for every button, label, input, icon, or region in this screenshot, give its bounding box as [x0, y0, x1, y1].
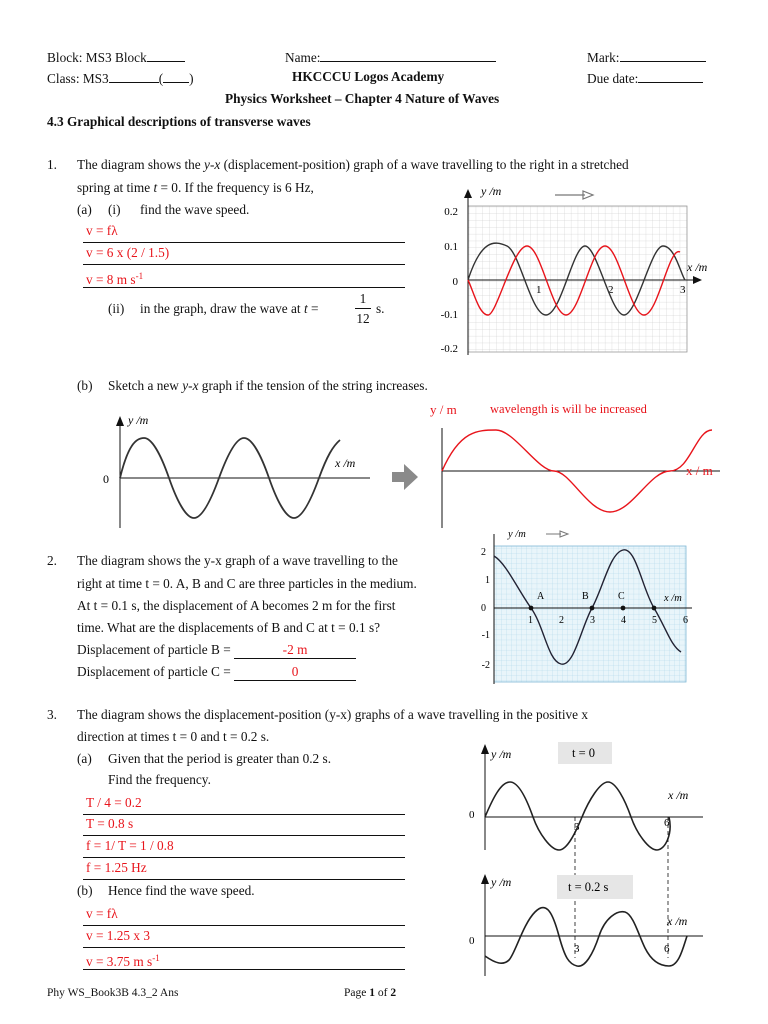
q3b-answer-2: v = 1.25 x 3 [86, 928, 151, 943]
q1b-answer-graph [420, 400, 730, 530]
q2-y-label: y /m [508, 529, 526, 540]
q1b-text-post: graph if the tension of the string increases. [198, 378, 428, 393]
class-paren-close: ) [189, 71, 194, 86]
footer-page [344, 985, 396, 1001]
q3-bottom-time: t = 0.2 s [568, 880, 609, 894]
q3-line1: The diagram shows the displacement-position (y-x) graphs of a wave travelling in the positive x [77, 707, 589, 722]
name-blank[interactable] [320, 48, 496, 62]
q1-line2-post: = 0. If the frequency is 6 Hz, [157, 180, 314, 195]
q2-y-tick: -2 [481, 660, 490, 671]
q3a-label: (a) [77, 751, 92, 766]
q3-graphs [455, 738, 710, 978]
q3b-answer-3-sup: -1 [152, 953, 160, 963]
q1b-y: y [182, 378, 189, 393]
due-date-blank[interactable] [638, 69, 703, 83]
worksheet-title: Physics Worksheet – Chapter 4 Nature of Waves [225, 91, 500, 106]
q2-point-c [621, 606, 626, 611]
q1-line2-t: t [153, 180, 158, 195]
q2-x-tick: 4 [621, 615, 626, 626]
q1-x-arrow [693, 276, 702, 284]
q1-ii-fraction-bar [355, 308, 371, 309]
mark-field [587, 48, 706, 66]
class-blank[interactable] [109, 69, 159, 83]
q1b-text-pre: Sketch a new [108, 378, 183, 393]
q3a-text: Given that the period is greater than 0.2 s. [108, 751, 332, 766]
footer-page-total: 2 [390, 987, 397, 999]
q2-y-tick: 0 [481, 603, 486, 614]
q1b-label: (b) [77, 378, 93, 393]
q1b-text [108, 378, 428, 394]
q2-line: At t = 0.1 s, the displacement of A becomes 2 m for the first [77, 598, 396, 613]
q1b-left-origin: 0 [103, 472, 109, 486]
mark-label: Mark: [587, 50, 620, 65]
q3-top-origin: 0 [469, 809, 475, 821]
q3-bottom-origin: 0 [469, 935, 475, 947]
class-label: Class: MS3 [47, 71, 109, 86]
q3a-text2: Find the frequency. [108, 772, 211, 787]
q1b-original-graph [95, 410, 375, 530]
q1-line2 [77, 180, 314, 196]
footer-page-num: 1 [369, 987, 375, 999]
q3-top-time: t = 0 [572, 746, 596, 760]
q1-x-tick: 1 [536, 284, 542, 296]
q2-x-tick: 3 [590, 615, 595, 626]
q3-top-y-arrow [481, 744, 489, 754]
q3b-label: (b) [77, 883, 93, 898]
q1-answer-3: v = 8 m s [86, 272, 136, 288]
q1-line1 [77, 157, 629, 173]
q2-point-b-label: B [582, 591, 589, 602]
q3-bottom-wave [485, 908, 687, 967]
q2-wave-graph [476, 528, 706, 686]
q1-line1-dash: - [209, 157, 215, 172]
q1-ii-unit: s. [376, 301, 385, 316]
q3a-answer-line [83, 857, 405, 880]
q3-bottom-x-tick: 3 [574, 943, 580, 955]
q1-line1-x: x [214, 157, 221, 172]
q1-number: 1. [47, 157, 57, 172]
q3-top-wave [485, 782, 670, 850]
q3a-answer-1: T / 4 = 0.2 [86, 795, 142, 810]
q1-y-tick: -0.2 [440, 343, 458, 355]
name-label: Name: [285, 50, 321, 65]
q2-answer-b-label: Displacement of particle B = [77, 642, 235, 657]
q3-line2: direction at times t = 0 and t = 0.2 s. [77, 729, 270, 744]
q2-y-tick: -1 [481, 630, 490, 641]
q3b-answer-line [83, 947, 405, 970]
q1b-right-y-label: y / m [430, 402, 457, 417]
q3a-answer-line [83, 835, 405, 858]
q1-line1-pre: The diagram shows the [77, 157, 205, 172]
q3-bottom-y-arrow [481, 874, 489, 884]
q1-y-tick: 0 [452, 276, 458, 288]
q3-bottom-y-label: y /m [491, 875, 512, 889]
q1b-dash: - [188, 378, 193, 393]
q1a-i-label: (i) [108, 202, 121, 217]
q3-bottom-x-label: x /m [667, 914, 688, 928]
q1b-right-note: wavelength is will be increased [490, 402, 647, 416]
q2-x-tick: 2 [559, 615, 564, 626]
q2-x-tick: 6 [683, 615, 688, 626]
q2-answer-c-value[interactable]: 0 [234, 664, 356, 681]
q1-x-label: x /m [687, 260, 708, 274]
q1-ii-t: t [303, 301, 308, 316]
due-date-field [587, 69, 703, 87]
q2-number: 2. [47, 553, 57, 568]
q3-top-x-tick: 3 [574, 821, 580, 833]
q2-point [652, 606, 657, 611]
q2-point-a-label: A [537, 591, 545, 602]
q2-answer-b-value[interactable]: -2 m [234, 642, 356, 659]
q3b-answer-line [83, 925, 405, 948]
arrow-icon [390, 460, 420, 490]
q1-x-tick: 3 [680, 284, 686, 296]
q2-answer-c [77, 664, 356, 681]
q2-y-tick: 2 [481, 547, 486, 558]
q1-y-arrow [464, 189, 472, 198]
q2-answer-c-label: Displacement of particle C = [77, 664, 235, 679]
class-paren-open: ( [158, 71, 164, 86]
q2-direction-arrow-icon [560, 531, 568, 537]
q1b-right-x-label: x / m [686, 463, 713, 478]
q1a-text: find the wave speed. [140, 202, 250, 217]
footer-filename: Phy WS_Book3B 4.3_2 Ans [47, 987, 179, 999]
q1b-left-y-label: y /m [128, 413, 149, 427]
q3-bottom-x-tick: 6 [664, 943, 670, 955]
block-label: Block: MS3 Block [47, 50, 147, 65]
school-name: HKCCCU Logos Academy [292, 69, 445, 84]
q3b-text: Hence find the wave speed. [108, 883, 255, 898]
q1b-left-x-label: x /m [335, 456, 356, 470]
q1b-x: x [192, 378, 199, 393]
name-field [285, 48, 496, 66]
q1b-left-y-arrow [116, 416, 124, 426]
q2-x-label: x /m [664, 593, 682, 604]
q2-line: right at time t = 0. A, B and C are three particles in the medium. [77, 576, 417, 591]
q1-y-label: y /m [481, 184, 502, 198]
q1-answer-line [83, 242, 405, 265]
q3a-answer-4: f = 1.25 Hz [86, 860, 147, 875]
q1-line1-post: (displacement-position) graph of a wave travelling to the right in a stretched [220, 157, 629, 172]
footer-page-of: of [374, 987, 391, 999]
q1-y-tick: 0.2 [444, 206, 458, 218]
q2-point-b [590, 606, 595, 611]
q2-point-c-label: C [618, 591, 625, 602]
q1-ii-eq: = [307, 301, 319, 316]
block-field [47, 48, 185, 66]
q1-answer-line [83, 220, 405, 243]
q3b-answer-1: v = fλ [86, 906, 118, 921]
q1-answer-2: v = 6 x (2 / 1.5) [86, 245, 170, 260]
q2-line: The diagram shows the y-x graph of a wave travelling to the [77, 553, 398, 568]
q1-ii-label: (ii) [108, 301, 125, 316]
q3a-answer-line [83, 792, 405, 815]
due-date-label: Due date: [587, 71, 639, 86]
q1-answer-3-sup: -1 [135, 271, 144, 281]
q3-number: 3. [47, 707, 57, 722]
q3-top-x-label: x /m [668, 788, 689, 802]
q3a-answer-line [83, 813, 405, 836]
q1-y-tick: -0.1 [440, 309, 458, 321]
footer-page-pre: Page [344, 987, 370, 999]
q1-grid [468, 206, 687, 352]
q1a-label: (a) [77, 202, 92, 217]
q1-answer-line [83, 265, 405, 288]
q2-answer-b [77, 642, 356, 659]
q3-top-y-label: y /m [491, 747, 512, 761]
q1-line1-y: y [204, 157, 210, 172]
mark-blank[interactable] [620, 48, 706, 62]
q2-x-tick: 5 [652, 615, 657, 626]
q2-line: time. What are the displacements of B and C at t = 0.1 s? [77, 620, 381, 635]
q1-ii-denominator: 12 [356, 311, 370, 326]
q2-y-tick: 1 [485, 575, 490, 586]
q3b-answer-line [83, 903, 405, 926]
q1-y-tick: 0.1 [444, 241, 458, 253]
q1-ii-text [140, 301, 318, 317]
section-heading: 4.3 Graphical descriptions of transverse waves [47, 114, 311, 129]
q3a-answer-3: f = 1/ T = 1 / 0.8 [86, 838, 174, 853]
q3-top-x-tick: 6 [664, 817, 670, 829]
q1-line2-pre: spring at time [77, 180, 154, 195]
q1-ii-text-main: in the graph, draw the wave at [140, 301, 304, 316]
q3a-answer-2: T = 0.8 s [86, 816, 134, 831]
q3b-answer-3: v = 3.75 m s [86, 954, 153, 970]
block-blank[interactable] [147, 48, 185, 62]
q2-x-tick: 1 [528, 615, 533, 626]
q1-x-tick: 2 [608, 284, 614, 296]
q1-answer-1: v = fλ [86, 223, 118, 238]
q2-point-a [529, 606, 534, 611]
class-number-blank[interactable] [163, 69, 189, 83]
q1-wave-graph [415, 180, 708, 360]
class-field [47, 69, 194, 87]
q1-ii-numerator: 1 [359, 291, 367, 306]
